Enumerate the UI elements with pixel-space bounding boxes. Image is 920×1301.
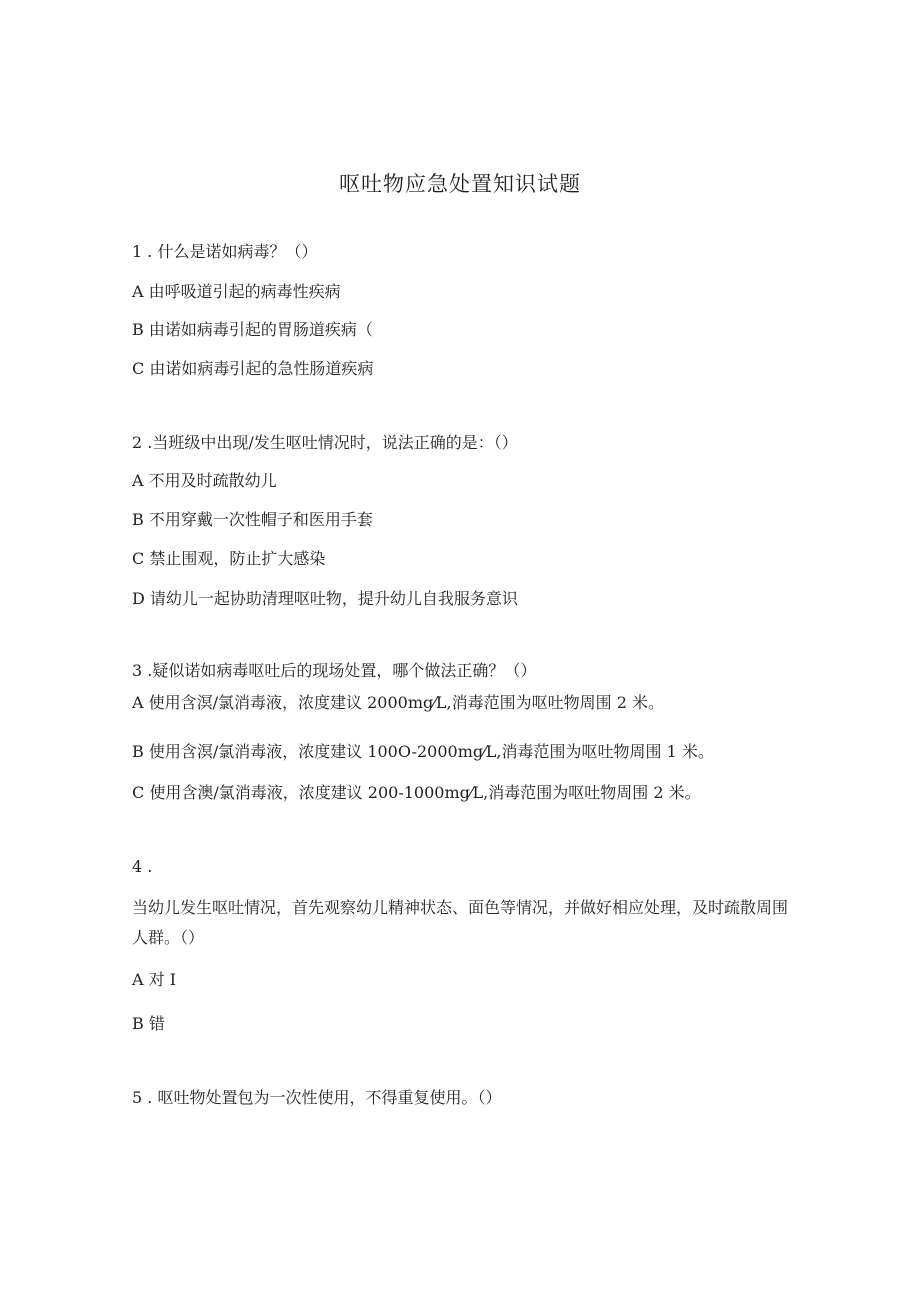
question-3-option-c: C 使用含澳/氯消毒液，浓度建议 200-1000mg⁄L,消毒范围为呕吐物周围 2 米。 [132,783,701,802]
question-4-stem: 当幼儿发生呕吐情况，首先观察幼儿精神状态、面色等情况，并做好相应处理，及时疏散周围人群。（） [132,898,789,947]
question-4-option-b: B 错 [132,1014,165,1033]
question-1-stem: 1 . 什么是诺如病毒？（） [132,242,318,261]
question-1-option-b: B 由诺如病毒引起的胃肠道疾病（ [132,320,373,339]
question-5-stem: 5 . 呕吐物处置包为一次性使用，不得重复使用。（） [132,1088,502,1107]
question-3-stem: 3 .疑似诺如病毒呕吐后的现场处置，哪个做法正确？（） [132,661,537,680]
question-2-option-a: A 不用及时疏散幼儿 [132,471,277,490]
question-2-option-d: D 请幼儿一起协助清理呕吐物，提升幼儿自我服务意识 [132,589,518,608]
question-1-option-c: C 由诺如病毒引起的急性肠道疾病 [132,359,374,378]
question-3-option-a: A 使用含溟/氯消毒液，浓度建议 2000mg⁄L,消毒范围为呕吐物周围 2 米。 [132,693,664,712]
question-4-number: 4 . [132,857,153,876]
question-4-option-a: A 对 I [132,970,177,989]
question-1-option-a: A 由呼吸道引起的病毒性疾病 [132,282,341,301]
question-2-option-b: B 不用穿戴一次性帽子和医用手套 [132,510,373,529]
question-2-option-c: C 禁止围观，防止扩大感染 [132,549,326,568]
question-2-stem: 2 .当班级中出现/发生呕吐情况时，说法正确的是：（） [132,433,518,452]
question-3-option-b: B 使用含溟/氯消毒液，浓度建议 100O-2000mg⁄L,消毒范围为呕吐物周围 1 米。 [132,742,714,761]
page-title: 呕吐物应急处置知识试题 [339,172,581,196]
